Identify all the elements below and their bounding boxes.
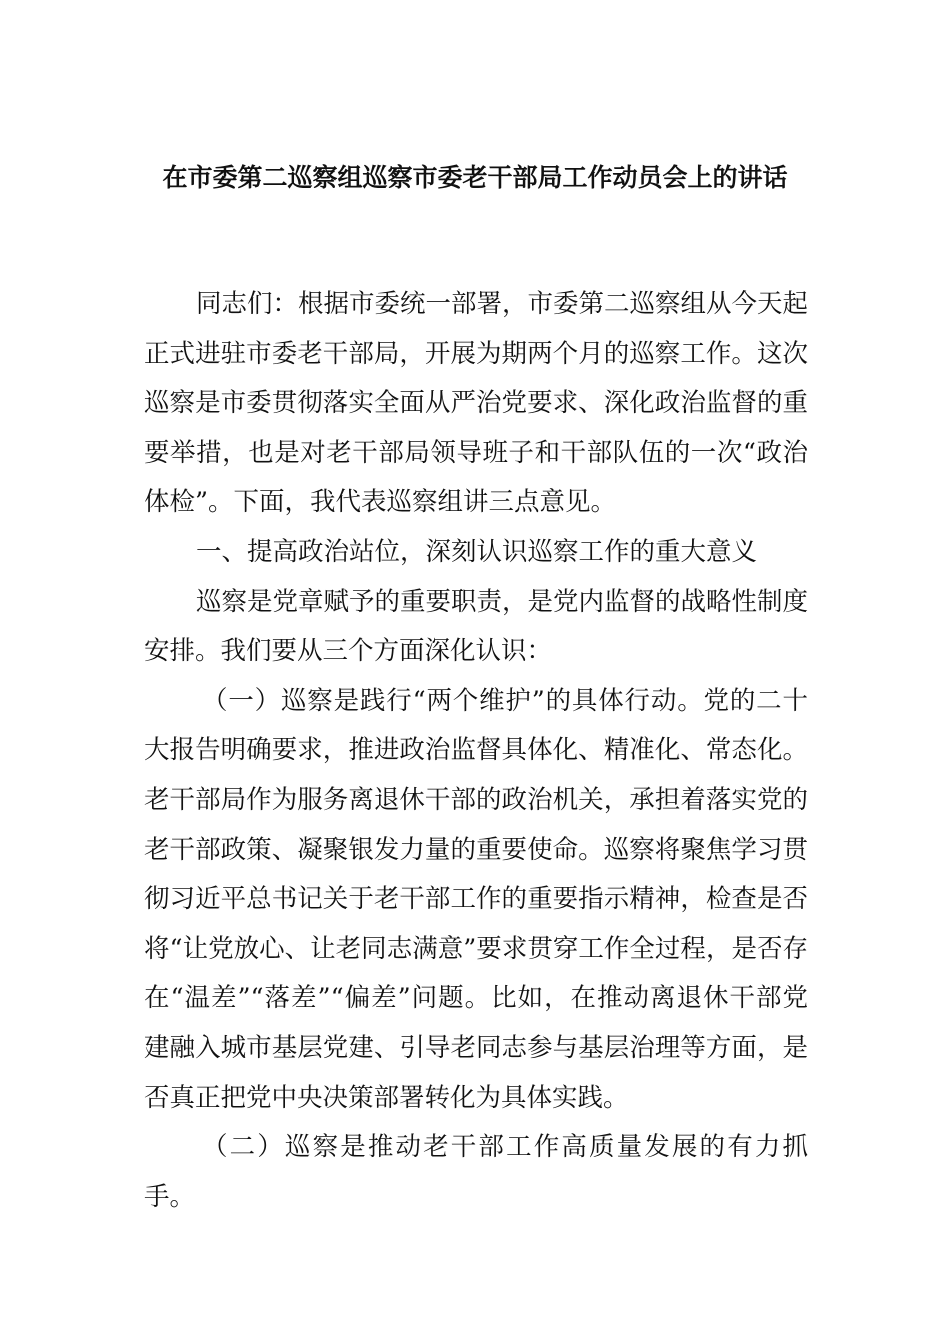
section-heading-1: 一、提高政治站位，深刻认识巡察工作的重大意义 (196, 536, 758, 567)
paragraph-point-1: （一）巡察是践行“两个维护”的具体行动。党的二十大报告明确要求，推进政治监督具体化、精准化、常态化。老干部局作为服务离退休干部的政治机关，承担着落实党的老干部政策、凝聚银发力量的重要使命。巡察将聚焦学习贯彻习近平总书记关于老干部工作的重要指示精神，检查是否将“让党放心、让老同志满意”要求贯穿工作全过程，是否存在“温差”“落差”“偏差”问题。比如，在推动离退休干部党建融入城市基层党建、引导老同志参与基层治理等方面，是否真正把党中央决策部署转化为具体实践。 (144, 685, 808, 1113)
document-title: 在市委第二巡察组巡察市委老干部局工作动员会上的讲话 (162, 163, 788, 192)
paragraph-point-2: （二）巡察是推动老干部工作高质量发展的有力抓手。 (144, 1132, 808, 1212)
paragraph-opening: 同志们：根据市委统一部署，市委第二巡察组从今天起正式进驻市委老干部局，开展为期两个月的巡察工作。这次巡察是市委贯彻落实全面从严治党要求、深化政治监督的重要举措，也是对老干部局领导班子和干部队伍的一次“政治体检”。下面，我代表巡察组讲三点意见。 (144, 289, 809, 518)
paragraph-section-1-intro: 巡察是党章赋予的重要职责，是党内监督的战略性制度安排。我们要从三个方面深化认识： (144, 586, 809, 667)
document-body (144, 280, 808, 1222)
